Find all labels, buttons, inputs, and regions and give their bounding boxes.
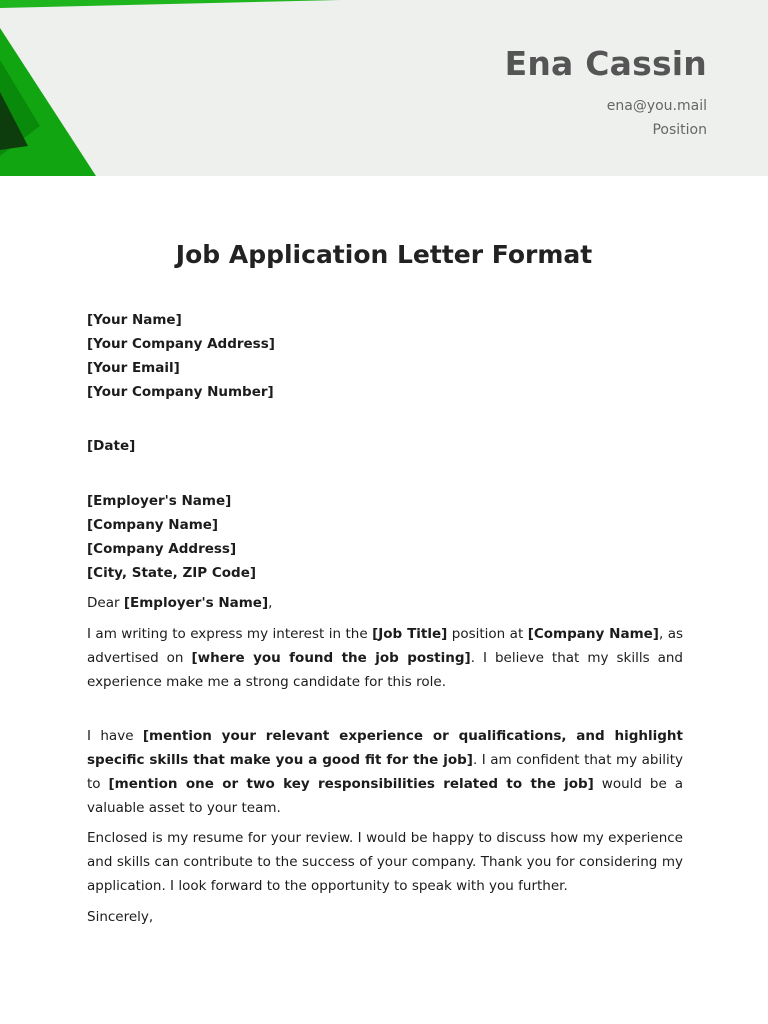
recipient-address: [Company Address] (87, 541, 237, 557)
sender-email: [Your Email] (87, 360, 180, 376)
p2-experience-placeholder: [mention your relevant experience or qualifications, and highlight specific skills that make you a good fit for the job] (87, 728, 683, 768)
top-green-stripe (0, 0, 340, 8)
p1-job-posting-source: [where you found the job posting] (191, 650, 471, 666)
author-email: ena@you.mail (606, 98, 707, 114)
p1-text-2: position at (447, 626, 528, 642)
recipient-name: [Employer's Name] (87, 493, 232, 509)
p2-text-2: . I am confident that my ability to (87, 752, 683, 792)
salutation-suffix: , (268, 595, 273, 611)
p2-text-1: I have (87, 728, 143, 744)
sender-number: [Your Company Number] (87, 384, 274, 400)
salutation-prefix: Dear (87, 595, 124, 611)
sender-address: [Your Company Address] (87, 336, 275, 352)
salutation (87, 591, 683, 615)
p2-responsibilities-placeholder: [mention one or two key responsibilities related to the job] (108, 776, 594, 792)
p1-job-title: [Job Title] (372, 626, 448, 642)
paragraph-1 (87, 622, 683, 694)
p1-text-3: , as advertised on (87, 626, 684, 666)
closing: Sincerely, (87, 909, 154, 925)
author-name: Ena Cassin (504, 44, 707, 83)
author-position: Position (652, 122, 707, 138)
letterhead (0, 0, 768, 176)
recipient-city: [City, State, ZIP Code] (87, 565, 257, 581)
recipient-company: [Company Name] (87, 517, 219, 533)
letter-date: [Date] (87, 438, 136, 454)
paragraph-3: Enclosed is my resume for your review. I would be happy to discuss how my experience and skills can contribute to the success of your company. Thank you for considering my application. I look forward to the opportunity to speak with you further. (87, 830, 683, 894)
p2-text-3: would be a valuable asset to your team. (87, 776, 683, 816)
paragraph-2 (87, 724, 683, 820)
document-title: Job Application Letter Format (175, 240, 593, 269)
date-block (87, 434, 683, 458)
sender-name: [Your Name] (87, 312, 182, 328)
p1-text-4: . I believe that my skills and experience make me a strong candidate for this role. (87, 650, 684, 690)
sender-block (87, 308, 683, 404)
p1-text-1: I am writing to express my interest in the (87, 626, 373, 642)
green-triangle-decoration (0, 0, 360, 176)
salutation-name: [Employer's Name] (123, 595, 269, 611)
recipient-block (87, 489, 683, 585)
p1-company-name: [Company Name] (527, 626, 659, 642)
